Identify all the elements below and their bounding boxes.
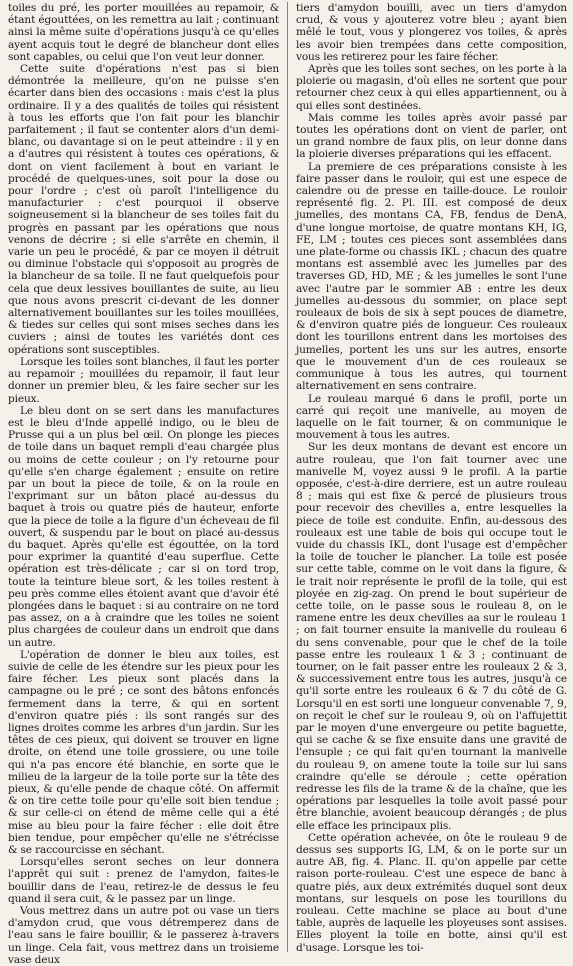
paragraph: La premiere de ces préparations consiste à les faire passer dans le rouloir, qui est une espece de calendre ou de presse en taille-douce. Le rouloir représenté fig. 2. Pl. III. est composé de deux jumelles, des montans CA, FB, fendus de DenA, d'une longue mortoise, de quatre montans KH, IG, FE, LM ; toutes ces pieces sont assemblées dans une plate-forme ou chassis IKL ; chacun des quatre montans est assemblé avec les jumelles par des traverses GD, HD, ME ; & les jumelles le sont l'une avec l'autre par le sommier AB : entre les deux jumelles au-dessous du sommier, on place sept rouleaux de bois de six à sept pouces de diametre, & d'environ quatre piés de longueur. Ces rouleaux dont les tourillons entrent dans les mortoises des jumelles, portent les uns sur les autres, ensorte que le mouvement d'un de ces rouleaux se communique à tous les autres, qui tournent alternativement en sens contraire. xyxy=(295,160,567,393)
paragraph: Lorsqu'elles seront seches on leur donnera l'apprêt qui suit : prenez de l'amydon, faites-le bouillir dans de l'eau, retirez-le de dessus le feu quand il sera cuit, & le passez par un linge. xyxy=(8,856,279,905)
paragraph: Le rouleau marqué 6 dans le profil, porte un carré qui reçoit une manivelle, au moyen de laquelle on le fait tourner, & on communique le mouvement à tous les autres. xyxy=(295,392,567,442)
paragraph: Lorsque les toiles sont blanches, il faut les porter au repamoir ; mouillées du repamoir, il faut leur donner un premier bleu, & les faire secher sur les pieux. xyxy=(8,355,279,405)
right-text-column xyxy=(296,2,567,952)
paragraph: L'opération de donner le bleu aux toiles, est suivie de celle de les étendre sur les pieux pour les faire fécher. Les pieux sont placés dans la campagne ou le pré ; ce sont des bâtons enfoncés fermement dans la terre, & qui en sortent d'environ quatre piés : ils sont rangés sur des lignes droites comme les arbres d'un jardin. Sur les têtes de ces pieux, qui doivent se trouver en ligne droite, on étend une toile grossiere, ou une toile qui n'a pas encore été blanchie, en sorte que le milieu de la largeur de la toile porte sur la tête des pieux, & qu'elle pende de chaque côté. On affermit & on tire cette toile pour qu'elle soit bien tendue ; & sur celle-ci on étend de même celle qui a été mise au bleu pour la faire fécher : elle doit être bien tendue, pour empêcher qu'elle ne s'étrécisse & se raccourcisse en séchant. xyxy=(8,648,279,857)
paragraph: Après que les toiles sont seches, on les porte à la ploierie ou magasin, d'où elles ne sortent que pour retourner chez ceux à qui elles appartiennent, ou à qui elles sont destinées. xyxy=(295,63,567,112)
paragraph: toiles du pré, les porter mouillées au repamoir, & étant égouttées, on les remettra au lait ; continuant ainsi la même suite d'opérations jusqu'à ce qu'elles ayent acquis tout le degré de blancheur dont elles sont capables, ou celui que l'on veut leur donner. xyxy=(8,2,279,63)
paragraph: Le bleu dont on se sert dans les manufactures est le bleu d'Inde appellé indigo, ou le bleu de Prusse qui a un plus bel œil. On plonge les pieces de toile dans un baquet rempli d'eau chargée plus ou moins de cette couleur ; on l'y retourne pour qu'elle s'en charge également ; ensuite on retire par un bout la piece de toile, & on la roule en l'exprimant sur un bâton placé au-dessus du baquet à trois ou quatre piés de hauteur, enforte que la piece de toile a la figure d'un écheveau de fil ouvert, & suspendu par le bout on placé au-dessus du baquet. Après qu'elle est égouttée, on la tord pour exprimer la quantité d'eau superflue. Cette opération est très-délicate ; car si on tord trop, toute la teinture bleue sort, & les toiles restent à peu près comme elles étoient avant que d'avoir été plongées dans le baquet : si au contraire on ne tord pas assez, on a à craindre que les toiles ne soient plus chargées de couleur dans un endroit que dans un autre. xyxy=(8,404,279,649)
paragraph: Cette suite d'opérations n'est pas si bien démontrée la meilleure, qu'on ne puisse s'en écarter dans bien des occasions : mais c'est la plus ordinaire. Il y a des qualités de toiles qui résistent à tous les efforts que l'on fait pour les blanchir parfaitement ; il faut se contenter alors d'un demi-blanc, ou davantage si on le peut atteindre : il y en a d'autres qui résistent à toutes ces opérations, & dont on vient facilement à bout en variant le procédé de quelques-unes, soit pour la dose ou pour l'ordre ; c'est où paroît l'intelligence du manufacturier : c'est pourquoi il observe soigneusement si la blancheur de ses toiles fait du progrès en passant par les opérations que nous venons de décrire ; si elle s'arrête en chemin, il varie un peu le procédé, & par ce moyen il détruit ou diminue l'obstacle qui s'opposoit au progrès de la blancheur de sa toile. Il ne faut quelquefois pour cela que deux lessives bouillantes de suite, au lieu que nous avons prescrit ci-devant de les donner alternativement bouillantes sur les toiles mouillées, & tiedes sur celles qui sont mises seches dans les cuviers ; ainsi de toutes les variétés dont ces opérations sont susceptibles. xyxy=(8,63,279,356)
paragraph: tiers d'amydon bouilli, avec un tiers d'amydon crud, & vous y ajouterez votre bleu ; ayant bien mêlé le tout, vous y plongerez vos toiles, & après les avoir bien trempées dans cette composition, vous les retirerez pour les faire fécher. xyxy=(295,2,567,63)
paragraph: Mais comme les toiles après avoir passé par toutes les opérations dont on vient de parler, ont un grand nombre de faux plis, on leur donne dans la ploierie diverses préparations qui les effacent. xyxy=(295,111,567,161)
left-text-column xyxy=(8,2,279,966)
paragraph: Sur les deux montans de devant est encore un autre rouleau, que l'on fait tourner avec une manivelle M, voyez aussi 9 le profil. A la partie opposée, c'est-à-dire derriere, est un autre rouleau 8 ; mais qui est fixe & percé de plusieurs trous pour recevoir des chevilles a, entre lesquelles la piece de toile est conduite. Enfin, au-dessous des rouleaux est une table de bois qui occupe tout le vuide du chassis IKL, dont l'usage est d'empêcher la toile de toucher le plancher. La toile est posée sur cette table, comme on le voit dans la figure, & le trait noir représente le profil de la toile, qui est ployée en zig-zag. On prend le bout supérieur de cette toile, on le passe sous le rouleau 8, on le ramene entre les deux chevilles aa sur le rouleau 1 ; on fait tourner ensuite la manivelle du rouleau 6 du sens convenable, pour que le chef de la toile passe entre les rouleaux 1 & 3 ; continuant de tourner, on le fait passer entre les rouleaux 2 & 3, & successivement entre tous les autres, jusqu'à ce qu'il sorte entre les rouleaux 6 & 7 du côté de G. Lorsqu'il en est sorti une longueur convenable 7, 9, on reçoit le chef sur le rouleau 9, où on l'affujettit par le moyen d'une envergeure ou petite baguette, qui se cache & se fixe ensuite dans une gravité de l'ensuple ; ce qui fait qu'en tournant la manivelle du rouleau 9, on amene toute la toile sur lui sans craindre qu'elle se déroule ; cette opération redresse les fils de la trame & de la chaîne, que les opérations par lesquelles la toile avoit passé pour être blanchie, avoient beaucoup dérangés ; de plus elle efface les principaux plis. xyxy=(295,441,567,832)
paragraph: Vous mettrez dans un autre pot ou vase un tiers d'amydon crud, que vous détremperez dans de l'eau sans le faire bouillir, & le passerez à-travers un linge. Cela fait, vous mettrez dans un troisieme vase deux xyxy=(8,905,279,966)
column-divider xyxy=(287,2,288,952)
paragraph: Cette opération achevée, on ôte le rouleau 9 de dessus ses supports IG, LM, & on le porte sur un autre AB, fig. 4. Planc. II. qu'on appelle par cette raison porte-rouleau. C'est une espece de banc à quatre piés, aux deux extrémités duquel sont deux montans, sur lesquels on pose les tourillons du rouleau. Cette machine se place au bout d'une table, auprès de laquelle les ployeuses sont assises. Elles ployent la toile en botte, ainsi qu'il est d'usage. Lorsque les toi- xyxy=(295,831,567,954)
